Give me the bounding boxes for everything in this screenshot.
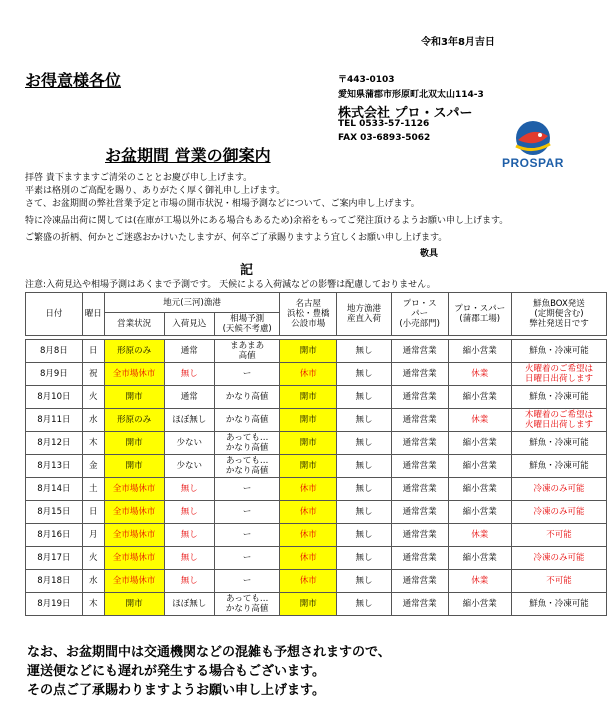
sender-tel: TEL 0533-57-1126 <box>338 119 430 129</box>
cell-local-price: かなり高値 <box>214 409 280 432</box>
header-regional-port: 地方漁港 産直入荷 <box>337 293 392 336</box>
cell-regional-port: 無し <box>337 363 392 386</box>
cell-prospar-factory: 休業 <box>448 524 511 547</box>
cell-date: 8月10日 <box>26 386 83 409</box>
cell-prospar-factory: 縮小営業 <box>448 432 511 455</box>
cell-prospar-factory: 縮小営業 <box>448 547 511 570</box>
header-prospar-sales: プロ・ス パー (小売部門) <box>391 293 448 336</box>
cell-local-status: 全市場休市 <box>104 524 164 547</box>
cell-nagoya-market: 開市 <box>280 340 337 363</box>
cell-date: 8月16日 <box>26 524 83 547</box>
cell-weekday: 金 <box>82 455 104 478</box>
cell-prospar-factory: 縮小営業 <box>448 386 511 409</box>
cell-prospar-sales: 通常営業 <box>391 570 448 593</box>
table-row <box>26 501 607 524</box>
cell-local-price: ー <box>214 478 280 501</box>
cell-nagoya-market: 開市 <box>280 593 337 616</box>
cell-fish-box: 鮮魚・冷凍可能 <box>511 340 606 363</box>
cell-regional-port: 無し <box>337 386 392 409</box>
cell-local-arrival: 少ない <box>164 455 214 478</box>
cell-local-arrival: 通常 <box>164 340 214 363</box>
cell-local-status: 開市 <box>104 593 164 616</box>
cell-local-arrival: 通常 <box>164 386 214 409</box>
cell-weekday: 土 <box>82 478 104 501</box>
header-local-arrival: 入荷見込 <box>164 313 214 336</box>
cell-local-arrival: 無し <box>164 524 214 547</box>
forecast-note: 注意:入荷見込や相場予測はあくまで予測です。 天候による入荷減などの影響は配慮しておりません。 <box>25 280 436 290</box>
cell-local-status: 全市場休市 <box>104 570 164 593</box>
header-fish-box: 鮮魚BOX発送 (定期便含む) 弊社発送日です <box>511 293 606 336</box>
cell-date: 8月13日 <box>26 455 83 478</box>
cell-local-status: 全市場休市 <box>104 363 164 386</box>
cell-nagoya-market: 休市 <box>280 501 337 524</box>
cell-date: 8月8日 <box>26 340 83 363</box>
cell-regional-port: 無し <box>337 478 392 501</box>
cell-fish-box: 冷凍のみ可能 <box>511 547 606 570</box>
cell-weekday: 祝 <box>82 363 104 386</box>
cell-regional-port: 無し <box>337 455 392 478</box>
cell-fish-box: 鮮魚・冷凍可能 <box>511 386 606 409</box>
cell-fish-box: 鮮魚・冷凍可能 <box>511 432 606 455</box>
cell-local-price: ー <box>214 363 280 386</box>
cell-date: 8月14日 <box>26 478 83 501</box>
business-schedule-table <box>25 292 607 616</box>
ki-mark: 記 <box>240 263 254 278</box>
cell-fish-box: 木曜着のご希望は 火曜日出荷します <box>511 409 606 432</box>
cell-prospar-factory: 縮小営業 <box>448 593 511 616</box>
cell-date: 8月12日 <box>26 432 83 455</box>
cell-local-price: ー <box>214 524 280 547</box>
table-row <box>26 524 607 547</box>
cell-prospar-sales: 通常営業 <box>391 386 448 409</box>
cell-prospar-sales: 通常営業 <box>391 455 448 478</box>
cell-prospar-sales: 通常営業 <box>391 501 448 524</box>
cell-local-price: かなり高値 <box>214 386 280 409</box>
table-row <box>26 478 607 501</box>
table-row <box>26 409 607 432</box>
cell-local-price: ー <box>214 501 280 524</box>
recipient-heading: お得意様各位 <box>25 71 122 90</box>
cell-prospar-factory: 休業 <box>448 409 511 432</box>
footer-line-3: その点ご了承賜わりますようお願い申し上げます。 <box>27 683 325 698</box>
table-row <box>26 386 607 409</box>
cell-weekday: 火 <box>82 547 104 570</box>
cell-nagoya-market: 休市 <box>280 524 337 547</box>
cell-nagoya-market: 開市 <box>280 386 337 409</box>
greeting-line-2: 平素は格別のご高配を賜り、ありがたく厚く御礼申し上げます。 <box>25 186 286 196</box>
cell-prospar-sales: 通常営業 <box>391 547 448 570</box>
cell-regional-port: 無し <box>337 340 392 363</box>
cell-regional-port: 無し <box>337 432 392 455</box>
document-date: 令和3年8月吉日 <box>421 37 495 48</box>
cell-regional-port: 無し <box>337 409 392 432</box>
cell-fish-box: 鮮魚・冷凍可能 <box>511 455 606 478</box>
cell-weekday: 水 <box>82 570 104 593</box>
cell-prospar-factory: 縮小営業 <box>448 455 511 478</box>
cell-prospar-sales: 通常営業 <box>391 524 448 547</box>
cell-local-price: あっても… かなり高値 <box>214 455 280 478</box>
cell-local-price: まあまあ 高値 <box>214 340 280 363</box>
cell-nagoya-market: 開市 <box>280 455 337 478</box>
cell-local-arrival: 無し <box>164 547 214 570</box>
cell-local-status: 全市場休市 <box>104 501 164 524</box>
cell-local-status: 開市 <box>104 455 164 478</box>
table-row <box>26 593 607 616</box>
cell-local-status: 形原のみ <box>104 340 164 363</box>
cell-nagoya-market: 休市 <box>280 547 337 570</box>
footer-line-2: 運送便などにも遅れが発生する場合もございます。 <box>27 664 325 679</box>
cell-nagoya-market: 休市 <box>280 363 337 386</box>
cell-local-status: 形原のみ <box>104 409 164 432</box>
header-weekday: 曜日 <box>82 293 104 336</box>
header-local-price: 相場予測 (天候不考慮) <box>214 313 280 336</box>
cell-local-status: 全市場休市 <box>104 547 164 570</box>
table-row <box>26 547 607 570</box>
cell-local-price: ー <box>214 547 280 570</box>
cell-local-arrival: 無し <box>164 570 214 593</box>
cell-local-arrival: 無し <box>164 478 214 501</box>
page-title: お盆期間 営業の御案内 <box>105 146 271 165</box>
cell-prospar-sales: 通常営業 <box>391 340 448 363</box>
cell-local-arrival: 少ない <box>164 432 214 455</box>
table-row <box>26 363 607 386</box>
sender-address: 愛知県蒲郡市形原町北双太山114-3 <box>338 90 484 100</box>
cell-nagoya-market: 休市 <box>280 570 337 593</box>
cell-fish-box: 火曜着のご希望は 日曜日出荷します <box>511 363 606 386</box>
cell-local-price: あっても… かなり高値 <box>214 432 280 455</box>
cell-date: 8月19日 <box>26 593 83 616</box>
cell-nagoya-market: 開市 <box>280 409 337 432</box>
closing-keigu: 敬具 <box>420 249 439 259</box>
cell-prospar-sales: 通常営業 <box>391 593 448 616</box>
table-row <box>26 570 607 593</box>
cell-regional-port: 無し <box>337 570 392 593</box>
cell-regional-port: 無し <box>337 593 392 616</box>
header-date: 日付 <box>26 293 83 336</box>
cell-weekday: 木 <box>82 432 104 455</box>
cell-regional-port: 無し <box>337 524 392 547</box>
cell-local-status: 開市 <box>104 386 164 409</box>
greeting-line-1: 拝啓 貴下ますますご清栄のこととお慶び申し上げます。 <box>25 173 253 183</box>
sender-fax: FAX 03-6893-5062 <box>338 133 431 143</box>
cell-date: 8月15日 <box>26 501 83 524</box>
cell-prospar-factory: 縮小営業 <box>448 501 511 524</box>
header-local-port: 地元(三河)漁港 <box>104 293 280 313</box>
greeting-line-5: ご繁盛の折柄、何かとご迷惑おかけいたしますが、何卒ご了承賜りますよう宜しくお願い申し上げます。 <box>25 233 448 243</box>
cell-fish-box: 冷凍のみ可能 <box>511 478 606 501</box>
header-prospar-factory: プロ・スパー (蒲郡工場) <box>448 293 511 336</box>
cell-fish-box: 鮮魚・冷凍可能 <box>511 593 606 616</box>
greeting-line-3: さて、お盆期間の弊社営業予定と市場の開市状況・相場予測などについて、ご案内申し上げます。 <box>25 199 420 209</box>
cell-weekday: 木 <box>82 593 104 616</box>
cell-fish-box: 不可能 <box>511 570 606 593</box>
cell-prospar-sales: 通常営業 <box>391 409 448 432</box>
cell-nagoya-market: 休市 <box>280 478 337 501</box>
cell-prospar-factory: 縮小営業 <box>448 478 511 501</box>
table-row <box>26 455 607 478</box>
cell-local-arrival: 無し <box>164 363 214 386</box>
table-row <box>26 432 607 455</box>
logo-wordmark: PROSPAR <box>502 156 564 170</box>
cell-prospar-sales: 通常営業 <box>391 478 448 501</box>
cell-weekday: 日 <box>82 501 104 524</box>
table-row <box>26 340 607 363</box>
cell-prospar-factory: 縮小営業 <box>448 340 511 363</box>
cell-prospar-sales: 通常営業 <box>391 363 448 386</box>
header-local-status: 営業状況 <box>104 313 164 336</box>
cell-local-status: 全市場休市 <box>104 478 164 501</box>
cell-weekday: 日 <box>82 340 104 363</box>
header-nagoya-market: 名古屋 浜松・豊橋 公設市場 <box>280 293 337 336</box>
cell-fish-box: 冷凍のみ可能 <box>511 501 606 524</box>
sender-company: 株式会社 プロ・スパー <box>338 106 473 121</box>
footer-line-1: なお、お盆期間中は交通機関などの混雑も予想されますので、 <box>27 645 391 660</box>
cell-nagoya-market: 開市 <box>280 432 337 455</box>
greeting-line-4: 特に冷凍品出荷に関しては(在庫が工場以外にある場合もあるため)余裕をもってご発注頂けるようお願い申し上げます。 <box>25 216 509 226</box>
cell-fish-box: 不可能 <box>511 524 606 547</box>
cell-local-arrival: ほぼ無し <box>164 409 214 432</box>
cell-date: 8月9日 <box>26 363 83 386</box>
cell-weekday: 水 <box>82 409 104 432</box>
cell-weekday: 月 <box>82 524 104 547</box>
cell-prospar-factory: 休業 <box>448 570 511 593</box>
cell-date: 8月11日 <box>26 409 83 432</box>
cell-prospar-sales: 通常営業 <box>391 432 448 455</box>
cell-weekday: 火 <box>82 386 104 409</box>
cell-date: 8月17日 <box>26 547 83 570</box>
sender-postal: 〒443-0103 <box>338 75 395 85</box>
cell-prospar-factory: 休業 <box>448 363 511 386</box>
cell-local-price: ー <box>214 570 280 593</box>
cell-local-arrival: 無し <box>164 501 214 524</box>
company-logo <box>492 118 574 174</box>
cell-date: 8月18日 <box>26 570 83 593</box>
cell-local-arrival: ほぼ無し <box>164 593 214 616</box>
cell-regional-port: 無し <box>337 501 392 524</box>
cell-local-price: あっても… かなり高値 <box>214 593 280 616</box>
cell-regional-port: 無し <box>337 547 392 570</box>
cell-local-status: 開市 <box>104 432 164 455</box>
